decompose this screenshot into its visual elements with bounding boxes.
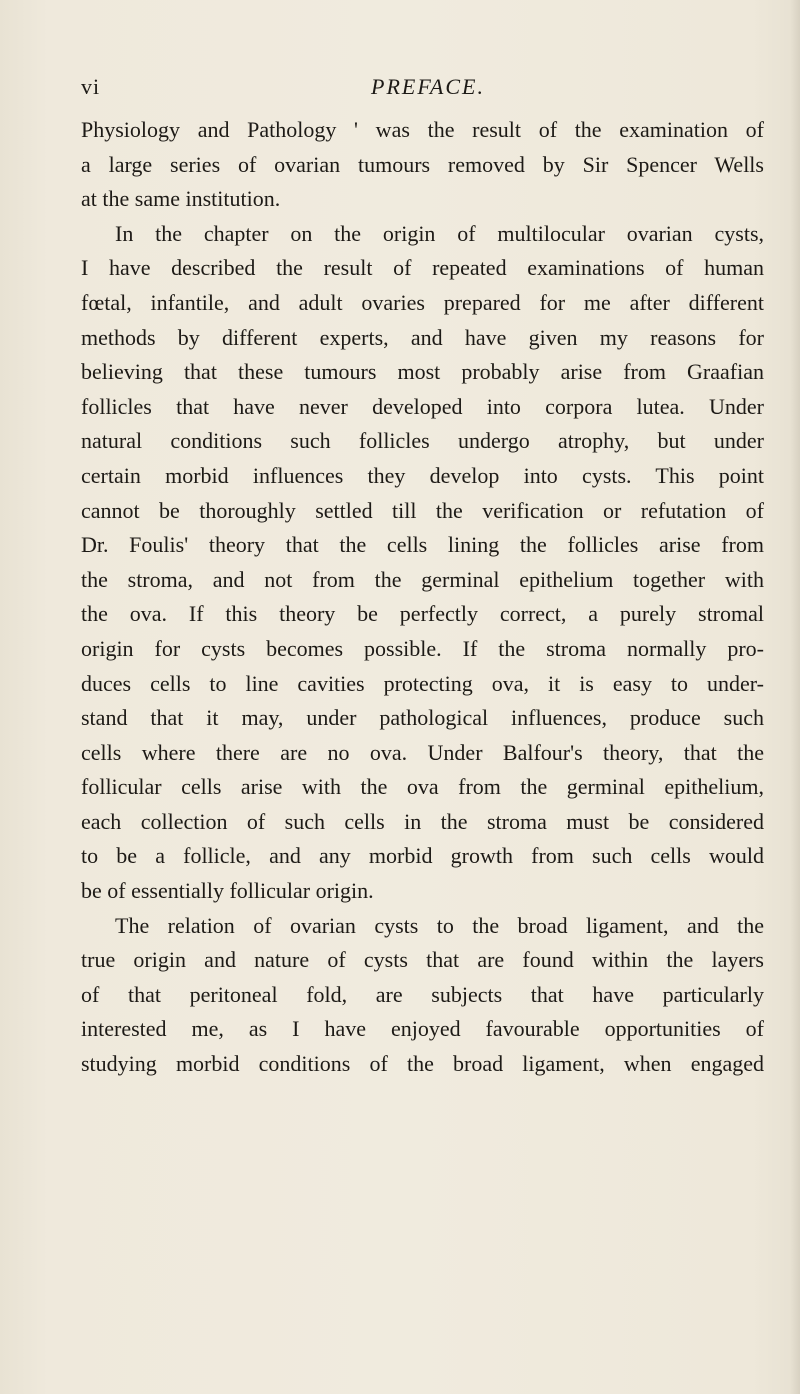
text-line: true origin and nature of cysts that are found within the layers xyxy=(81,947,764,973)
text-line: The relation of ovarian cysts to the broad ligament, and the xyxy=(115,912,764,938)
text-line: In the chapter on the origin of multilocular ovarian cysts, xyxy=(115,220,764,246)
text-line: fœtal, infantile, and adult ovaries prepared for me after different xyxy=(81,289,764,315)
text-line: of that peritoneal fold, are subjects that have particularly xyxy=(81,981,764,1007)
page-number: vi xyxy=(81,74,101,99)
text-line: follicular cells arise with the ova from the germinal epithelium, xyxy=(81,774,764,800)
text-line: methods by different experts, and have given my reasons for xyxy=(81,324,764,350)
text-line: origin for cysts becomes possible. If the stroma normally pro- xyxy=(81,635,764,661)
text-line: the stroma, and not from the germinal epithelium together with xyxy=(81,566,764,592)
text-line: cells where there are no ova. Under Balfour's theory, that the xyxy=(81,739,764,765)
text-line: be of essentially follicular origin. xyxy=(81,878,374,904)
text-line: certain morbid influences they develop into cysts. This point xyxy=(81,462,764,488)
text-line: follicles that have never developed into corpora lutea. Under xyxy=(81,393,764,419)
text-line: to be a follicle, and any morbid growth from such cells would xyxy=(81,843,764,869)
text-line: natural conditions such follicles undergo atrophy, but under xyxy=(81,428,764,454)
text-line: believing that these tumours most probably arise from Graafian xyxy=(81,359,764,385)
text-line: Dr. Foulis' theory that the cells lining the follicles arise from xyxy=(81,532,764,558)
page-header xyxy=(0,64,800,104)
body-text xyxy=(81,113,764,1082)
text-line: interested me, as I have enjoyed favourable opportunities of xyxy=(81,1016,764,1042)
text-line: duces cells to line cavities protecting ova, it is easy to under- xyxy=(81,670,764,696)
text-line: studying morbid conditions of the broad ligament, when engaged xyxy=(81,1051,764,1077)
text-line: Physiology and Pathology ' was the result of the examination of xyxy=(81,117,764,142)
text-line: stand that it may, under pathological influences, produce such xyxy=(81,705,764,731)
text-line: at the same institution. xyxy=(81,186,281,212)
running-head: PREFACE. xyxy=(371,74,485,99)
text-line: each collection of such cells in the stroma must be considered xyxy=(81,808,764,834)
text-line: a large series of ovarian tumours removed by Sir Spencer Wells xyxy=(81,151,764,177)
text-line: the ova. If this theory be perfectly correct, a purely stromal xyxy=(81,601,764,627)
text-line: cannot be thoroughly settled till the verification or refutation of xyxy=(81,497,764,523)
text-line: I have described the result of repeated examinations of human xyxy=(81,255,764,281)
page-edge-shadow xyxy=(790,0,800,1394)
